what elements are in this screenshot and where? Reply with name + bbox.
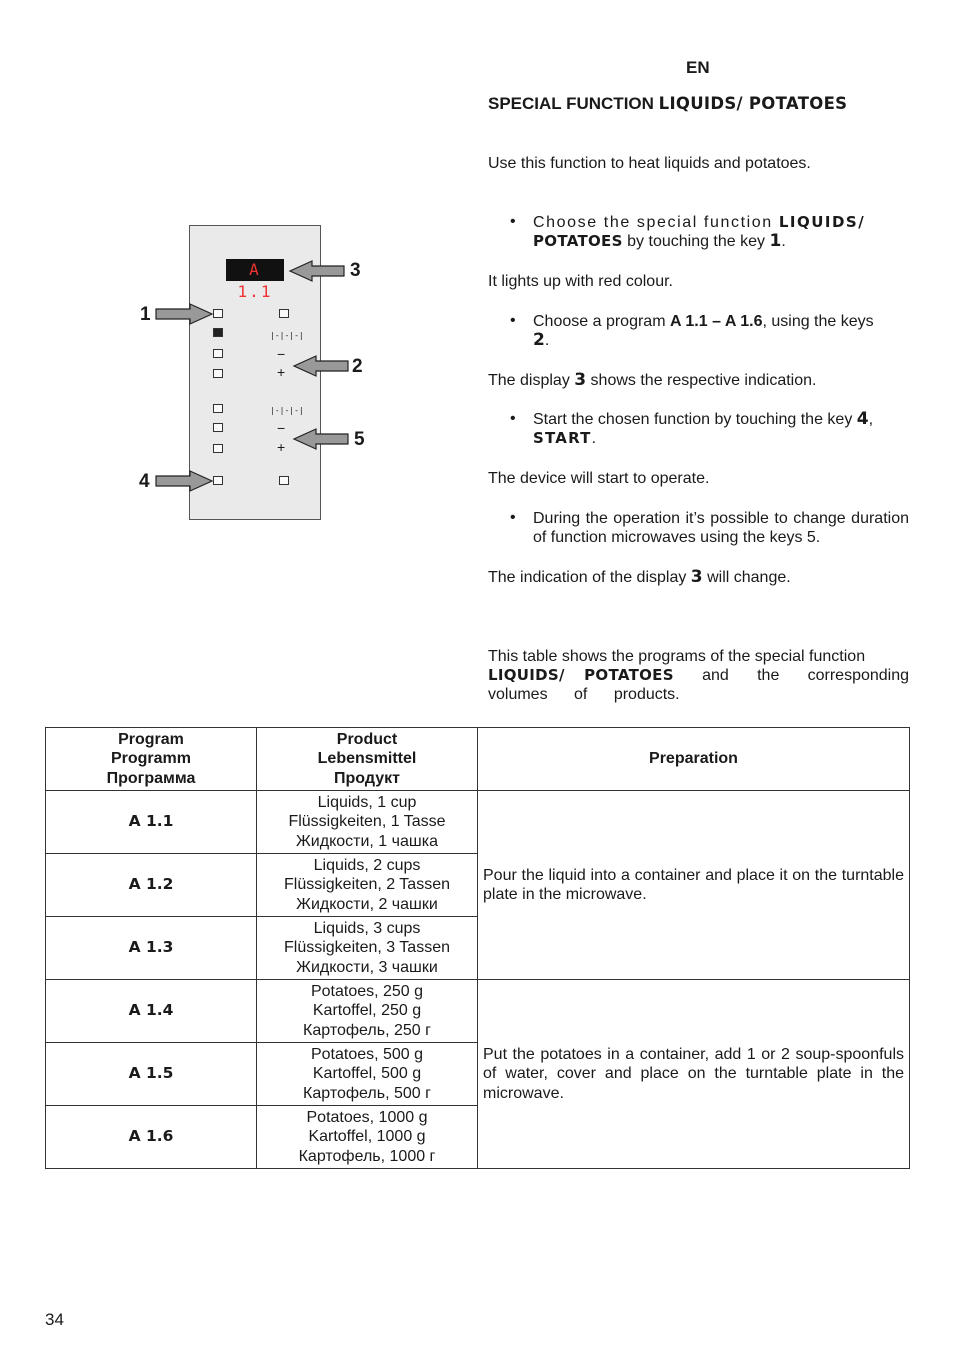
product-de: Kartoffel, 1000 g [308,1128,426,1146]
preparation-potatoes: Put the potatoes in a container, add 1 or 2 soup-spoonfuls of water, cover and place on the turntable plate in the microwave. [478,980,910,1169]
step-3-text: Start the chosen function by touching the key [533,411,857,428]
product-cell [257,1106,478,1169]
header-program-en: Program [118,730,184,748]
header-program-de: Programm [110,750,192,768]
table-header-row [46,728,910,791]
program-table [45,727,910,1169]
callout-label-2: 2 [352,356,363,377]
product-cell [257,917,478,980]
table-row [46,980,910,1043]
header-product-ru: Продукт [334,769,400,787]
time-scale-icon: |-|-|-| [270,331,304,340]
product-de: Flüssigkeiten, 2 Tassen [283,876,450,894]
table-intro-keyword: LIQUIDS/ POTATOES [488,666,674,684]
arrow-5 [294,429,348,449]
product-ru: Картофель, 1000 г [298,1147,436,1165]
product-cell [257,980,478,1043]
step-2-period: . [544,332,550,349]
product-cell [257,1043,478,1106]
table-intro [488,647,909,704]
paragraph-1: It lights up with red colour. [488,273,673,290]
callout-label-3: 3 [350,260,361,281]
page-number: 34 [45,1310,64,1329]
paragraph-3: The device will start to operate. [488,470,710,487]
bullet-4: • [510,509,516,526]
program-cell: A 1.3 [46,917,257,980]
step-3-comma: , [868,411,874,428]
product-en: Liquids, 2 cups [313,856,421,874]
p2-number: 3 [574,370,587,390]
header-product-en: Product [336,730,398,748]
table-intro-text-2: and the corresponding volumes of products. [488,667,910,703]
product-en: Potatoes, 1000 g [306,1108,428,1126]
plus-icon: + [277,364,286,380]
step-2-text-2: , using the keys [762,313,874,330]
callout-label-4: 4 [139,471,150,492]
step-1-keyword-2: POTATOES [533,232,623,250]
arrow-3 [290,261,344,281]
program-cell: A 1.2 [46,854,257,917]
step-3-start-keyword: START [533,429,592,447]
step-1-keyword: LIQUIDS/ [778,213,866,231]
product-en: Potatoes, 500 g [310,1045,424,1063]
p2-text-2: shows the respective indication. [586,372,817,389]
paragraph-4 [488,568,791,587]
header-product [257,728,478,791]
product-en: Liquids, 1 cup [317,793,417,811]
intro-text: Use this function to heat liquids and potatoes. [488,155,811,172]
p4-number: 3 [690,567,703,587]
table-row [46,791,910,854]
product-ru: Картофель, 500 г [303,1084,431,1102]
bullet-3: • [510,410,516,427]
product-de: Kartoffel, 500 g [312,1065,422,1083]
p2-text: The display [488,372,575,389]
callout-label-5: 5 [354,429,365,450]
product-de: Flüssigkeiten, 1 Tasse [288,813,446,831]
product-en: Potatoes, 250 g [310,982,424,1000]
product-de: Kartoffel, 250 g [312,1002,422,1020]
step-1-text: Choose the special function [533,214,779,231]
header-program-ru: Программа [106,769,196,787]
minus-icon: − [277,346,286,362]
step-1-period: . [781,233,786,250]
p4-text-2: will change. [702,569,791,586]
preparation-liquids: Pour the liquid into a container and place it on the turntable plate in the microwave. [478,791,910,980]
arrow-2 [294,356,348,376]
program-cell: A 1.6 [46,1106,257,1169]
language-tag: EN [686,58,710,77]
product-de: Flüssigkeiten, 3 Tassen [283,939,450,957]
product-ru: Картофель, 250 г [303,1021,431,1039]
step-1-key-number: 1 [769,231,782,251]
step-3-period: . [591,430,597,447]
step-4: During the operation it’s possible to change duration of function microwaves using the keys 5. [533,510,909,546]
step-2-range: A 1.1 – A 1.6 [669,313,763,330]
step-3-key-number: 4 [856,409,869,429]
product-cell [257,854,478,917]
bullet-2: • [510,312,516,329]
callout-label-1: 1 [140,304,151,325]
step-2-key-number: 2 [533,330,545,350]
plus-icon-2: + [277,439,286,455]
time-scale-icon-2: |-|-|-| [270,406,304,415]
product-ru: Жидкости, 2 чашки [296,895,438,913]
bullet-1: • [510,213,516,230]
product-ru: Жидкости, 3 чашки [296,958,438,976]
step-1-text-2: by touching the key [622,233,770,250]
product-en: Liquids, 3 cups [313,919,421,937]
title-function-name: LIQUIDS/ POTATOES [658,94,848,113]
arrow-1 [156,304,212,324]
arrow-4 [156,471,212,491]
product-cell [257,791,478,854]
header-preparation: Preparation [478,728,910,791]
program-cell: A 1.5 [46,1043,257,1106]
panel-display: A 1.1 [226,259,284,281]
table-intro-text: This table shows the programs of the special function [488,648,866,665]
header-product-de: Lebensmittel [317,750,417,768]
product-ru: Жидкости, 1 чашка [296,832,438,850]
p4-text: The indication of the display [488,569,691,586]
minus-icon-2: − [277,420,286,436]
title-prefix: SPECIAL FUNCTION [488,94,659,113]
program-cell: A 1.1 [46,791,257,854]
step-2-text: Choose a program [533,313,670,330]
header-program [46,728,257,791]
program-cell: A 1.4 [46,980,257,1043]
